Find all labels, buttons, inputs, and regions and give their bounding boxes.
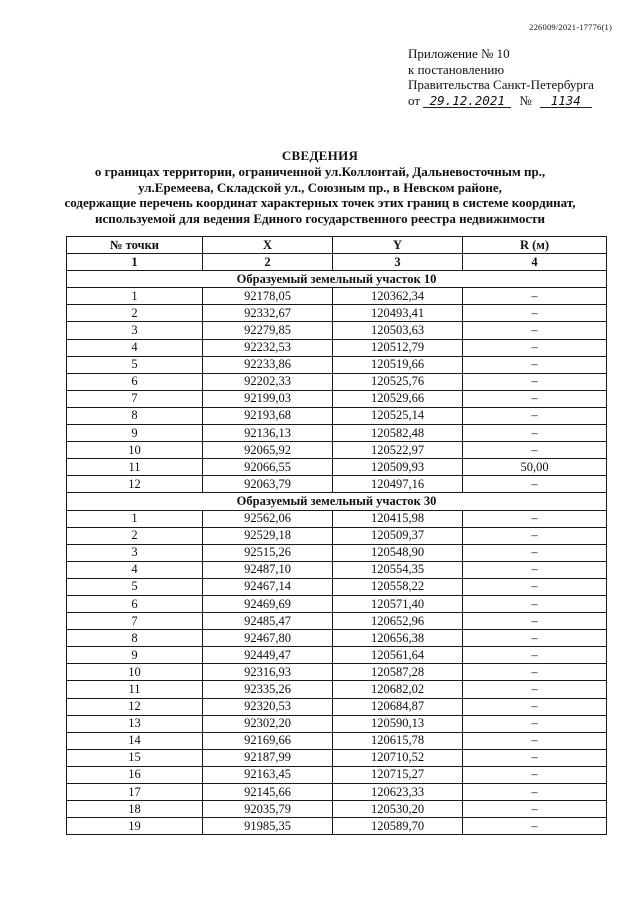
section-title: Образуемый земельный участок 30 [67, 493, 607, 510]
appendix-block [408, 46, 594, 108]
cell-y: 120519,66 [333, 356, 463, 373]
cell-y: 120652,96 [333, 613, 463, 630]
cell-radius: – [463, 647, 607, 664]
cell-radius: 50,00 [463, 459, 607, 476]
cell-radius: – [463, 442, 607, 459]
cell-point-number: 3 [67, 544, 203, 561]
heading-line: используемой для ведения Единого государственного реестра недвижимости [95, 210, 545, 226]
cell-point-number: 7 [67, 613, 203, 630]
column-number: 1 [67, 254, 203, 271]
cell-point-number: 3 [67, 322, 203, 339]
cell-radius: – [463, 373, 607, 390]
cell-y: 120548,90 [333, 544, 463, 561]
header-y: Y [333, 237, 463, 254]
section-title: Образуемый земельный участок 10 [67, 271, 607, 288]
cell-radius: – [463, 595, 607, 612]
cell-point-number: 8 [67, 407, 203, 424]
table-row [67, 425, 607, 442]
table-row [67, 801, 607, 818]
cell-y: 120503,63 [333, 322, 463, 339]
cell-x: 91985,35 [203, 818, 333, 835]
cell-y: 120590,13 [333, 715, 463, 732]
cell-x: 92449,47 [203, 647, 333, 664]
cell-radius: – [463, 698, 607, 715]
cell-x: 92163,45 [203, 766, 333, 783]
heading-line: о границах территории, ограниченной ул.Коллонтай, Дальневосточным пр., [94, 164, 546, 180]
cell-y: 120587,28 [333, 664, 463, 681]
cell-x: 92487,10 [203, 561, 333, 578]
cell-y: 120684,87 [333, 698, 463, 715]
cell-x: 92316,93 [203, 664, 333, 681]
cell-y: 120715,27 [333, 766, 463, 783]
cell-point-number: 6 [67, 595, 203, 612]
cell-y: 120656,38 [333, 630, 463, 647]
cell-x: 92469,69 [203, 595, 333, 612]
table-row [67, 818, 607, 835]
table-row [67, 664, 607, 681]
table-row [67, 544, 607, 561]
table-row [67, 647, 607, 664]
cell-radius: – [463, 681, 607, 698]
cell-x: 92320,53 [203, 698, 333, 715]
cell-x: 92529,18 [203, 527, 333, 544]
cell-x: 92279,85 [203, 322, 333, 339]
cell-x: 92467,14 [203, 578, 333, 595]
cell-y: 120615,78 [333, 732, 463, 749]
cell-point-number: 16 [67, 766, 203, 783]
table-row [67, 407, 607, 424]
cell-point-number: 11 [67, 459, 203, 476]
cell-point-number: 4 [67, 339, 203, 356]
column-number: 2 [203, 254, 333, 271]
cell-point-number: 8 [67, 630, 203, 647]
cell-radius: – [463, 390, 607, 407]
cell-y: 120561,64 [333, 647, 463, 664]
table-row [67, 732, 607, 749]
table-row [67, 356, 607, 373]
heading-line: содержащие перечень координат характерных точек этих границ в системе координат, [64, 195, 576, 211]
cell-point-number: 10 [67, 664, 203, 681]
coordinates-table [66, 236, 607, 835]
cell-radius: – [463, 818, 607, 835]
cell-x: 92145,66 [203, 784, 333, 801]
cell-y: 120623,33 [333, 784, 463, 801]
document-registration-number: 226009/2021-17776(1) [529, 22, 612, 32]
cell-radius: – [463, 732, 607, 749]
section-header-row [67, 271, 607, 288]
column-numbers-row [67, 254, 607, 271]
cell-y: 120525,14 [333, 407, 463, 424]
cell-radius: – [463, 801, 607, 818]
cell-y: 120525,76 [333, 373, 463, 390]
table-body [67, 254, 607, 835]
cell-point-number: 1 [67, 510, 203, 527]
cell-x: 92065,92 [203, 442, 333, 459]
table-row [67, 698, 607, 715]
cell-point-number: 17 [67, 784, 203, 801]
cell-point-number: 6 [67, 373, 203, 390]
cell-y: 120582,48 [333, 425, 463, 442]
heading-line: ул.Еремеева, Складской ул., Союзным пр., в Невском районе, [138, 179, 502, 195]
cell-radius: – [463, 288, 607, 305]
cell-x: 92485,47 [203, 613, 333, 630]
number-sign: № [519, 92, 532, 108]
document-heading [0, 148, 640, 226]
cell-point-number: 5 [67, 578, 203, 595]
cell-radius: – [463, 664, 607, 681]
table-row [67, 595, 607, 612]
table-row [67, 322, 607, 339]
heading-title: СВЕДЕНИЯ [281, 148, 359, 163]
cell-x: 92136,13 [203, 425, 333, 442]
table-row [67, 305, 607, 322]
cell-point-number: 14 [67, 732, 203, 749]
cell-x: 92467,80 [203, 630, 333, 647]
table-row [67, 459, 607, 476]
cell-x: 92187,99 [203, 749, 333, 766]
table-row [67, 476, 607, 493]
cell-y: 120415,98 [333, 510, 463, 527]
cell-radius: – [463, 578, 607, 595]
table-row [67, 339, 607, 356]
table-header-row [67, 237, 607, 254]
section-header-row [67, 493, 607, 510]
cell-radius: – [463, 425, 607, 442]
cell-x: 92335,26 [203, 681, 333, 698]
cell-y: 120497,16 [333, 476, 463, 493]
cell-x: 92202,33 [203, 373, 333, 390]
table-row [67, 766, 607, 783]
cell-point-number: 2 [67, 305, 203, 322]
header-point-number: № точки [67, 237, 203, 254]
appendix-title: Приложение № 10 [408, 46, 510, 61]
cell-x: 92562,06 [203, 510, 333, 527]
table-row [67, 561, 607, 578]
cell-point-number: 2 [67, 527, 203, 544]
cell-y: 120682,02 [333, 681, 463, 698]
cell-point-number: 15 [67, 749, 203, 766]
cell-point-number: 10 [67, 442, 203, 459]
cell-point-number: 9 [67, 647, 203, 664]
cell-radius: – [463, 476, 607, 493]
header-x: X [203, 237, 333, 254]
cell-radius: – [463, 715, 607, 732]
table-row [67, 288, 607, 305]
cell-radius: – [463, 407, 607, 424]
cell-point-number: 18 [67, 801, 203, 818]
cell-radius: – [463, 766, 607, 783]
cell-point-number: 4 [67, 561, 203, 578]
header-radius: R (м) [463, 237, 607, 254]
cell-x: 92232,53 [203, 339, 333, 356]
cell-y: 120509,37 [333, 527, 463, 544]
cell-radius: – [463, 356, 607, 373]
cell-radius: – [463, 630, 607, 647]
cell-x: 92035,79 [203, 801, 333, 818]
cell-x: 92233,86 [203, 356, 333, 373]
table-row [67, 527, 607, 544]
cell-y: 120589,70 [333, 818, 463, 835]
cell-y: 120362,34 [333, 288, 463, 305]
cell-radius: – [463, 510, 607, 527]
cell-x: 92169,66 [203, 732, 333, 749]
table-row [67, 630, 607, 647]
cell-x: 92332,67 [203, 305, 333, 322]
cell-radius: – [463, 561, 607, 578]
cell-y: 120529,66 [333, 390, 463, 407]
cell-radius: – [463, 613, 607, 630]
cell-x: 92063,79 [203, 476, 333, 493]
cell-point-number: 12 [67, 476, 203, 493]
cell-radius: – [463, 544, 607, 561]
cell-x: 92178,05 [203, 288, 333, 305]
cell-y: 120509,93 [333, 459, 463, 476]
cell-point-number: 9 [67, 425, 203, 442]
cell-x: 92193,68 [203, 407, 333, 424]
cell-y: 120530,20 [333, 801, 463, 818]
table-row [67, 442, 607, 459]
date-prefix: от [408, 92, 421, 108]
cell-point-number: 7 [67, 390, 203, 407]
table-row [67, 715, 607, 732]
table-row [67, 613, 607, 630]
cell-radius: – [463, 339, 607, 356]
handwritten-date: 29.12.2021 [423, 94, 511, 108]
column-number: 3 [333, 254, 463, 271]
column-number: 4 [463, 254, 607, 271]
appendix-resolution-label: к постановлению [408, 61, 505, 77]
table-row [67, 749, 607, 766]
cell-x: 92199,03 [203, 390, 333, 407]
cell-point-number: 5 [67, 356, 203, 373]
cell-radius: – [463, 527, 607, 544]
cell-y: 120554,35 [333, 561, 463, 578]
cell-radius: – [463, 749, 607, 766]
cell-point-number: 13 [67, 715, 203, 732]
table-row [67, 784, 607, 801]
appendix-date-line [408, 93, 594, 109]
appendix-government-label: Правительства Санкт-Петербурга [408, 77, 594, 92]
cell-radius: – [463, 322, 607, 339]
table-row [67, 681, 607, 698]
cell-radius: – [463, 784, 607, 801]
cell-x: 92515,26 [203, 544, 333, 561]
cell-x: 92066,55 [203, 459, 333, 476]
cell-point-number: 12 [67, 698, 203, 715]
cell-radius: – [463, 305, 607, 322]
cell-point-number: 19 [67, 818, 203, 835]
cell-y: 120558,22 [333, 578, 463, 595]
table-row [67, 373, 607, 390]
handwritten-number: 1134 [540, 94, 592, 108]
table-row [67, 510, 607, 527]
cell-y: 120710,52 [333, 749, 463, 766]
cell-y: 120522,97 [333, 442, 463, 459]
cell-y: 120512,79 [333, 339, 463, 356]
cell-x: 92302,20 [203, 715, 333, 732]
table-row [67, 390, 607, 407]
cell-point-number: 1 [67, 288, 203, 305]
cell-y: 120571,40 [333, 595, 463, 612]
cell-point-number: 11 [67, 681, 203, 698]
cell-y: 120493,41 [333, 305, 463, 322]
table-row [67, 578, 607, 595]
